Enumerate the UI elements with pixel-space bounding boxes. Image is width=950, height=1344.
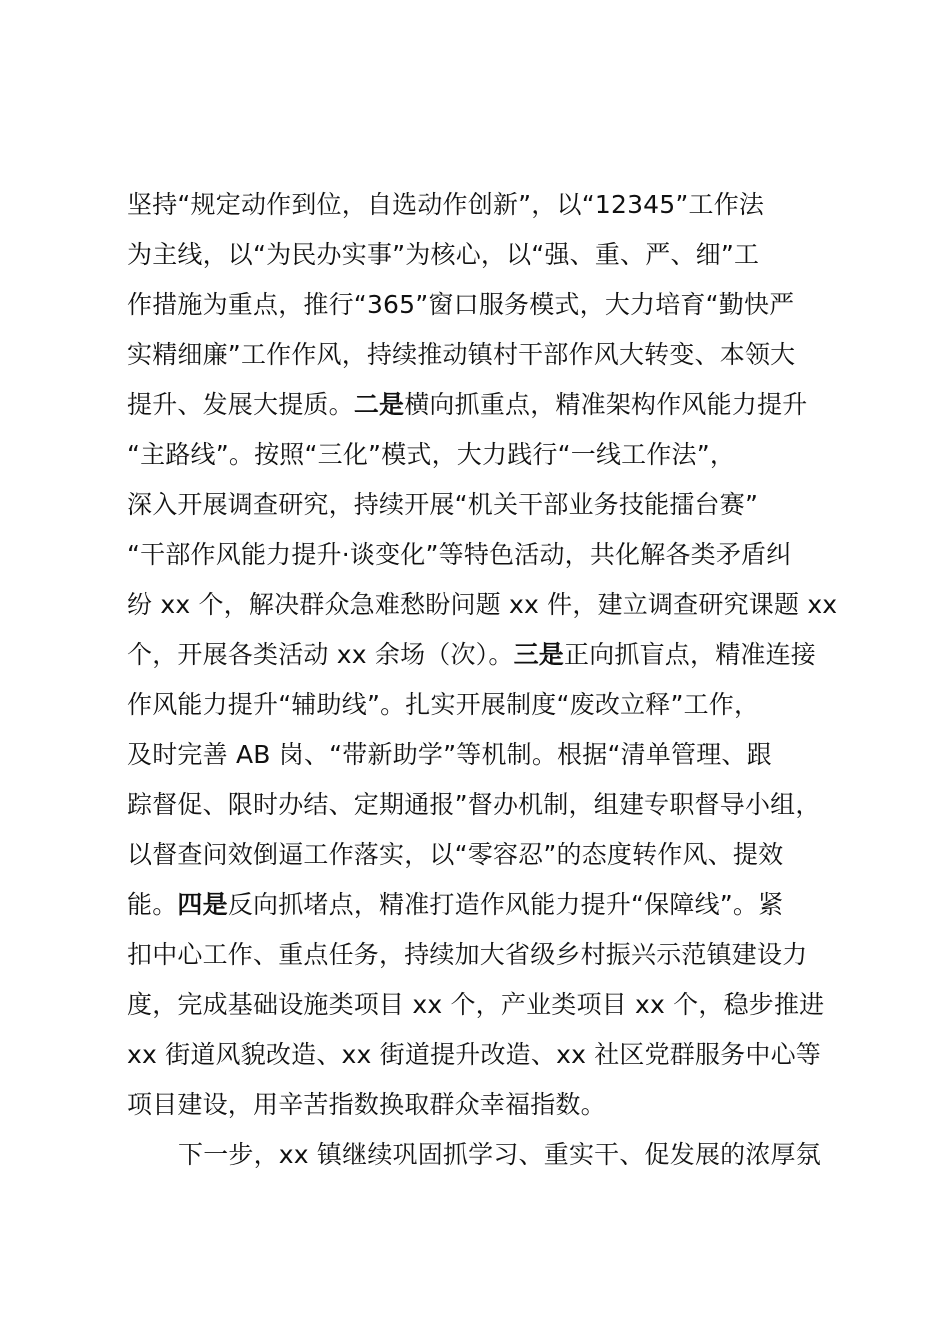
text-line <box>127 880 867 930</box>
bold-heading-text: 三是 <box>513 640 564 669</box>
text-span: 正向抓盲点，精准连接 <box>564 640 817 669</box>
text-line: 及时完善 AB 岗、“带新助学”等机制。根据“清单管理、跟 <box>127 740 772 769</box>
text-line: 作措施为重点，推行“365”窗口服务模式，大力培育“勤快严 <box>127 290 795 319</box>
text-line: 为主线，以“为民办实事”为核心，以“强、重、严、细”工 <box>127 240 760 269</box>
text-line: 度，完成基础设施类项目 xx 个，产业类项目 xx 个，稳步推进 <box>127 990 825 1019</box>
text-line: 踪督促、限时办结、定期通报”督办机制，组建专职督导小组， <box>127 790 821 819</box>
paragraph-first-line: 下一步，xx 镇继续巩固抓学习、重实干、促发展的浓厚氛 <box>178 1140 821 1169</box>
text-line: 纷 xx 个，解决群众急难愁盼问题 xx 件，建立调查研究课题 xx <box>127 590 838 619</box>
text-line: “主路线”。按照“三化”模式，大力践行“一线工作法”， <box>127 440 736 469</box>
text-line <box>127 380 867 430</box>
text-line: 深入开展调查研究，持续开展“机关干部业务技能擂台赛” <box>127 490 759 519</box>
text-line: xx 街道风貌改造、xx 街道提升改造、xx 社区党群服务中心等 <box>127 1040 822 1069</box>
text-span: 反向抓堵点，精准打造作风能力提升“保障线”。紧 <box>227 890 784 919</box>
bold-heading-text: 四是 <box>177 890 228 919</box>
text-span: 能。 <box>127 890 178 919</box>
text-line: 以督查问效倒逼工作落实，以“零容忍”的态度转作风、提效 <box>127 840 784 869</box>
text-line: 坚持“规定动作到位，自选动作创新”，以“12345”工作法 <box>127 190 765 219</box>
text-line: 扣中心工作、重点任务，持续加大省级乡村振兴示范镇建设力 <box>127 940 808 969</box>
text-line <box>127 630 867 680</box>
text-line: 实精细廉”工作作风，持续推动镇村干部作风大转变、本领大 <box>127 340 796 369</box>
text-span: 横向抓重点，精准架构作风能力提升 <box>404 390 808 419</box>
bold-heading-text: 二是 <box>353 390 405 419</box>
text-line: 项目建设，用辛苦指数换取群众幸福指数。 <box>127 1090 606 1119</box>
text-line: “干部作风能力提升·谈变化”等特色活动，共化解各类矛盾纠 <box>127 540 792 569</box>
text-span: 提升、发展大提质。 <box>127 390 354 419</box>
text-line: 作风能力提升“辅助线”。扎实开展制度“废改立释”工作， <box>127 690 760 719</box>
text-span: 个，开展各类活动 xx 余场（次）。 <box>127 640 514 669</box>
